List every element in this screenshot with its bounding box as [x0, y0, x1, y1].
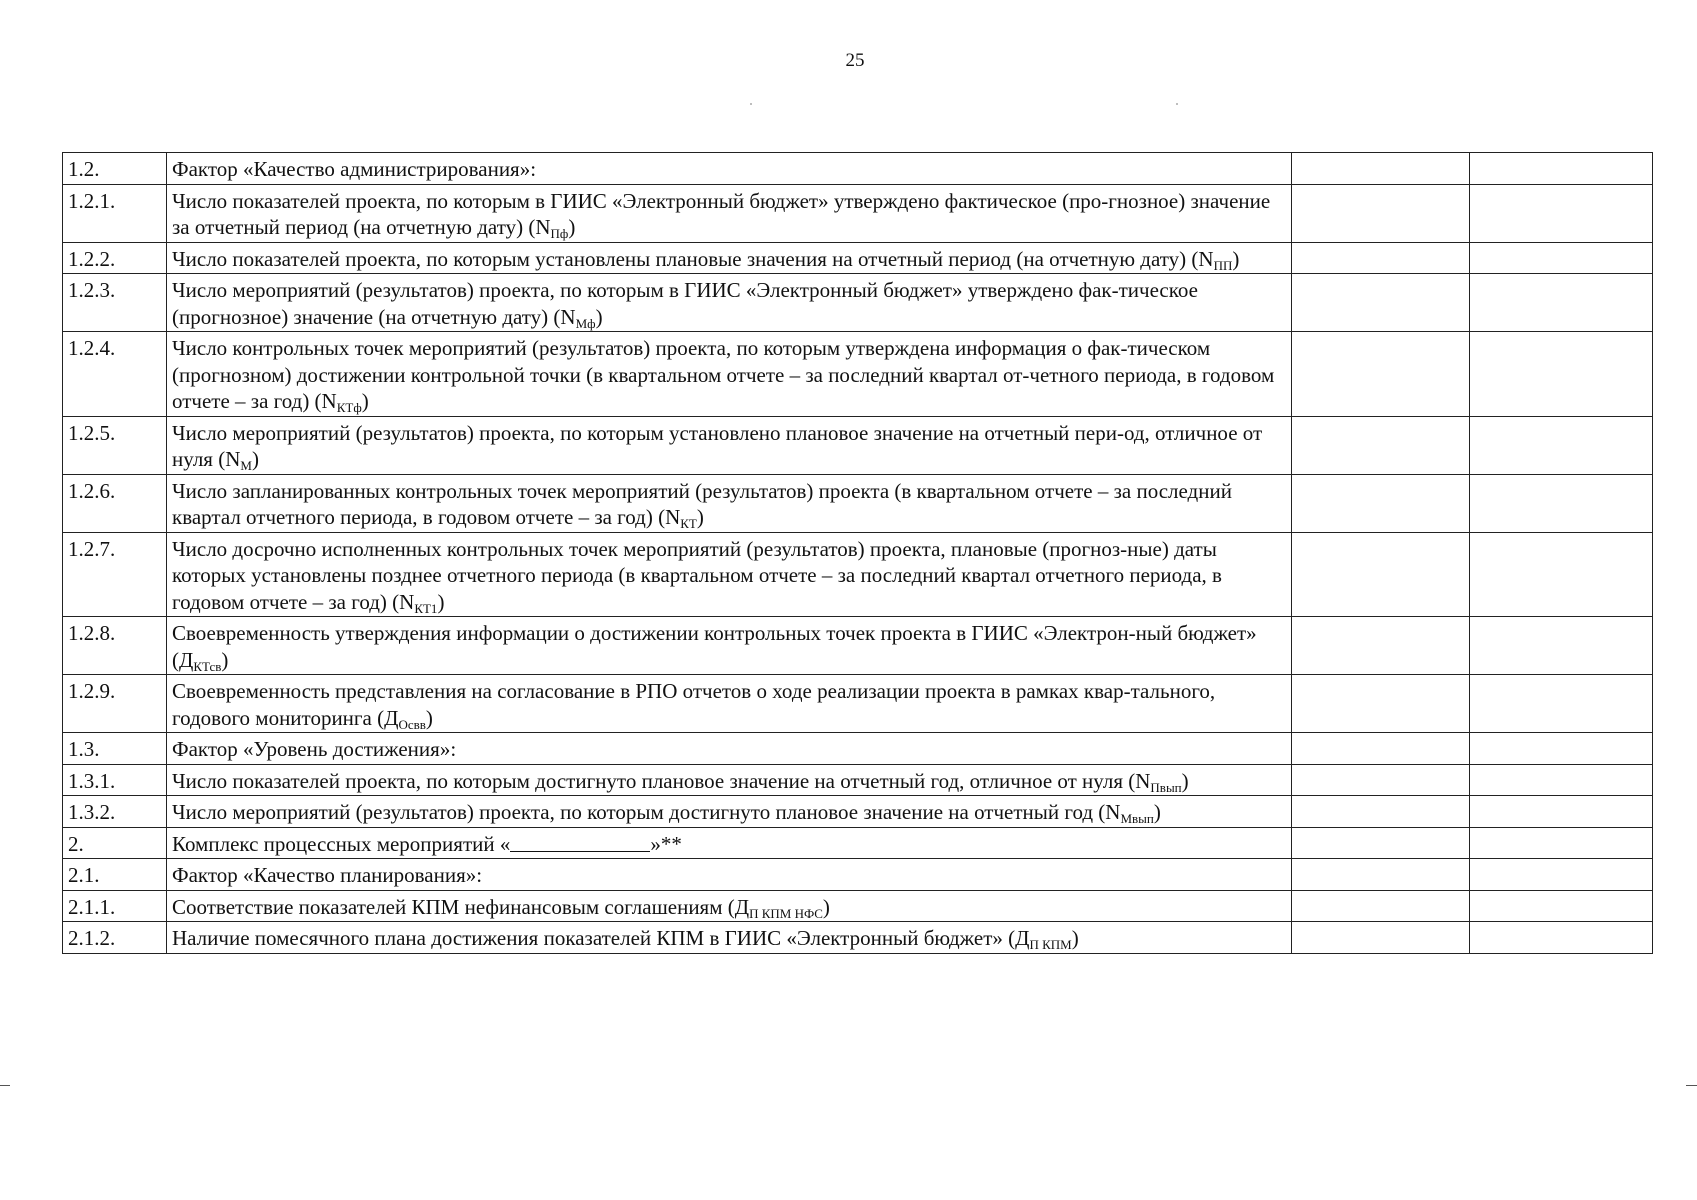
row-description [167, 617, 1292, 675]
table-row [63, 184, 1653, 242]
value-cell-1 [1292, 617, 1470, 675]
value-cell-2 [1470, 796, 1653, 828]
row-number: 2.1.1. [63, 890, 167, 922]
table-row [63, 416, 1653, 474]
value-cell-2 [1470, 532, 1653, 617]
value-cell-2 [1470, 332, 1653, 417]
table-row [63, 733, 1653, 765]
scan-speck [1176, 103, 1178, 105]
value-cell-2 [1470, 859, 1653, 891]
value-cell-1 [1292, 675, 1470, 733]
row-description [167, 764, 1292, 796]
description-text: Своевременность представления на согласование в РПО отчетов о ходе реализации проекта в рамках квар-тального, годового мониторинга (Д [172, 679, 1216, 730]
value-cell-2 [1470, 922, 1653, 954]
description-text: Число запланированных контрольных точек мероприятий (результатов) проекта (в квартальном отчете – за последний квартал отчетного периода, в годовом отчете – за год) (N [172, 478, 1232, 529]
description-suffix: ) [595, 304, 603, 329]
subscript: П КПМ [1029, 937, 1072, 952]
margin-mark [1686, 1085, 1697, 1086]
value-cell-2 [1470, 242, 1653, 274]
table-row [63, 274, 1653, 332]
row-number: 1.2. [63, 153, 167, 185]
value-cell-2 [1470, 733, 1653, 765]
value-cell-2 [1470, 474, 1653, 532]
subscript: М [240, 458, 252, 473]
description-text: Фактор «Уровень достижения»: [172, 737, 457, 761]
description-text: Комплекс процессных мероприятий « [172, 831, 511, 856]
table-row [63, 153, 1653, 185]
value-cell-1 [1292, 859, 1470, 891]
row-description [167, 532, 1292, 617]
description-suffix: ) [221, 647, 229, 672]
row-number: 1.2.5. [63, 416, 167, 474]
row-description [167, 474, 1292, 532]
row-description [167, 274, 1292, 332]
subscript: КТ1 [414, 600, 438, 616]
row-description [167, 153, 1292, 185]
scan-speck [750, 103, 752, 105]
value-cell-1 [1292, 922, 1470, 954]
table-row [63, 675, 1653, 733]
row-number: 2.1. [63, 859, 167, 891]
value-cell-1 [1292, 796, 1470, 828]
value-cell-1 [1292, 274, 1470, 332]
description-suffix: ) [1071, 926, 1079, 950]
description-suffix: »** [650, 831, 682, 856]
row-number: 1.2.6. [63, 474, 167, 532]
row-number: 1.2.9. [63, 675, 167, 733]
row-description [167, 827, 1292, 859]
margin-mark [0, 1085, 10, 1086]
criteria-table-body [63, 153, 1653, 954]
row-description [167, 796, 1292, 828]
subscript: КТ [680, 516, 697, 531]
subscript: КТф [336, 400, 362, 415]
table-row [63, 859, 1653, 891]
description-text: Число мероприятий (результатов) проекта, по которым в ГИИС «Электронный бюджет» утверждено фак-тическое (прогнозное) значение (на отчетную дату) (N [172, 278, 1198, 329]
description-text: Наличие помесячного плана достижения показателей КПМ в ГИИС «Электронный бюджет» (Д [172, 926, 1030, 950]
value-cell-2 [1470, 153, 1653, 185]
description-text: Фактор «Качество администрирования»: [172, 157, 537, 181]
value-cell-1 [1292, 332, 1470, 417]
table-row [63, 764, 1653, 796]
description-text: Число показателей проекта, по которым установлены плановые значения на отчетный период (на отчетную дату) (N [172, 246, 1214, 271]
description-suffix: ) [568, 215, 576, 239]
row-description [167, 675, 1292, 733]
page-number: 25 [845, 50, 865, 71]
table-row [63, 242, 1653, 274]
value-cell-2 [1470, 764, 1653, 796]
fill-in-blank [510, 833, 650, 852]
row-number: 1.3. [63, 733, 167, 765]
row-description [167, 242, 1292, 274]
value-cell-2 [1470, 617, 1653, 675]
description-text: Число контрольных точек мероприятий (результатов) проекта, по которым утверждена информация о фак-тическом (прогнозном) достижении контрольной точки (в квартальном отчете – за последний квартал от-четного периода, в годовом отчете – за год) (N [172, 336, 1275, 413]
row-number: 2. [63, 827, 167, 859]
description-text: Число мероприятий (результатов) проекта, по которым установлено плановое значение на отчетный пери-од, отличное от нуля (N [172, 420, 1263, 471]
row-description [167, 184, 1292, 242]
description-suffix: ) [696, 505, 704, 529]
table-row [63, 617, 1653, 675]
subscript: Мвып [1120, 811, 1154, 826]
description-suffix: ) [1153, 800, 1161, 824]
value-cell-1 [1292, 532, 1470, 617]
subscript: КТсв [193, 658, 222, 674]
table-row [63, 474, 1653, 532]
table-row [63, 532, 1653, 617]
row-number: 1.2.2. [63, 242, 167, 274]
description-suffix: ) [425, 705, 433, 730]
row-description [167, 733, 1292, 765]
description-text: Число показателей проекта, по которым в ГИИС «Электронный бюджет» утверждено фактическое (про-гнозное) значение за отчетный период (на отчетную дату) (N [172, 188, 1271, 239]
description-text: Число показателей проекта, по которым достигнуто плановое значение на отчетный год, отличное от нуля (N [172, 768, 1151, 793]
row-number: 1.2.3. [63, 274, 167, 332]
value-cell-1 [1292, 416, 1470, 474]
value-cell-2 [1470, 890, 1653, 922]
table-row [63, 922, 1653, 954]
description-suffix: ) [822, 894, 830, 919]
value-cell-1 [1292, 890, 1470, 922]
subscript: П КПМ НФС [749, 905, 823, 921]
value-cell-2 [1470, 675, 1653, 733]
row-number: 1.3.1. [63, 764, 167, 796]
table-row [63, 827, 1653, 859]
value-cell-1 [1292, 153, 1470, 185]
description-text: Соответствие показателей КПМ нефинансовым соглашениям (Д [172, 894, 750, 919]
description-suffix: ) [251, 447, 259, 471]
value-cell-2 [1470, 416, 1653, 474]
subscript: Мф [575, 315, 596, 331]
table-row [63, 796, 1653, 828]
criteria-table [62, 152, 1653, 954]
subscript: Освв [398, 716, 426, 732]
value-cell-1 [1292, 474, 1470, 532]
description-suffix: ) [437, 589, 445, 614]
row-description [167, 922, 1292, 954]
description-suffix: ) [1181, 768, 1189, 793]
value-cell-1 [1292, 733, 1470, 765]
subscript: ПП [1213, 257, 1233, 273]
table-row [63, 890, 1653, 922]
value-cell-1 [1292, 764, 1470, 796]
description-text: Фактор «Качество планирования»: [172, 863, 483, 887]
description-suffix: ) [1232, 246, 1240, 271]
row-number: 1.2.7. [63, 532, 167, 617]
value-cell-2 [1470, 827, 1653, 859]
row-description [167, 332, 1292, 417]
description-text: Число мероприятий (результатов) проекта, по которым достигнуто плановое значение на отчетный год (N [172, 800, 1121, 824]
row-description [167, 416, 1292, 474]
row-number: 1.2.1. [63, 184, 167, 242]
table-row [63, 332, 1653, 417]
description-suffix: ) [361, 389, 369, 413]
value-cell-2 [1470, 274, 1653, 332]
row-number: 1.2.8. [63, 617, 167, 675]
row-number: 1.3.2. [63, 796, 167, 828]
description-text: Своевременность утверждения информации о достижении контрольных точек проекта в ГИИС «Электрон-ный бюджет» (Д [172, 621, 1257, 672]
subscript: Пвып [1150, 779, 1182, 795]
row-description [167, 859, 1292, 891]
value-cell-2 [1470, 184, 1653, 242]
value-cell-1 [1292, 184, 1470, 242]
description-text: Число досрочно исполненных контрольных точек мероприятий (результатов) проекта, плановые (прогноз-ные) даты которых установлены позднее отчетного периода (в квартальном отчете – за последний квартал отчетного периода, в годовом отчете – за год) (N [172, 536, 1222, 614]
value-cell-1 [1292, 242, 1470, 274]
row-number: 2.1.2. [63, 922, 167, 954]
row-description [167, 890, 1292, 922]
subscript: Пф [550, 226, 569, 241]
value-cell-1 [1292, 827, 1470, 859]
row-number: 1.2.4. [63, 332, 167, 417]
